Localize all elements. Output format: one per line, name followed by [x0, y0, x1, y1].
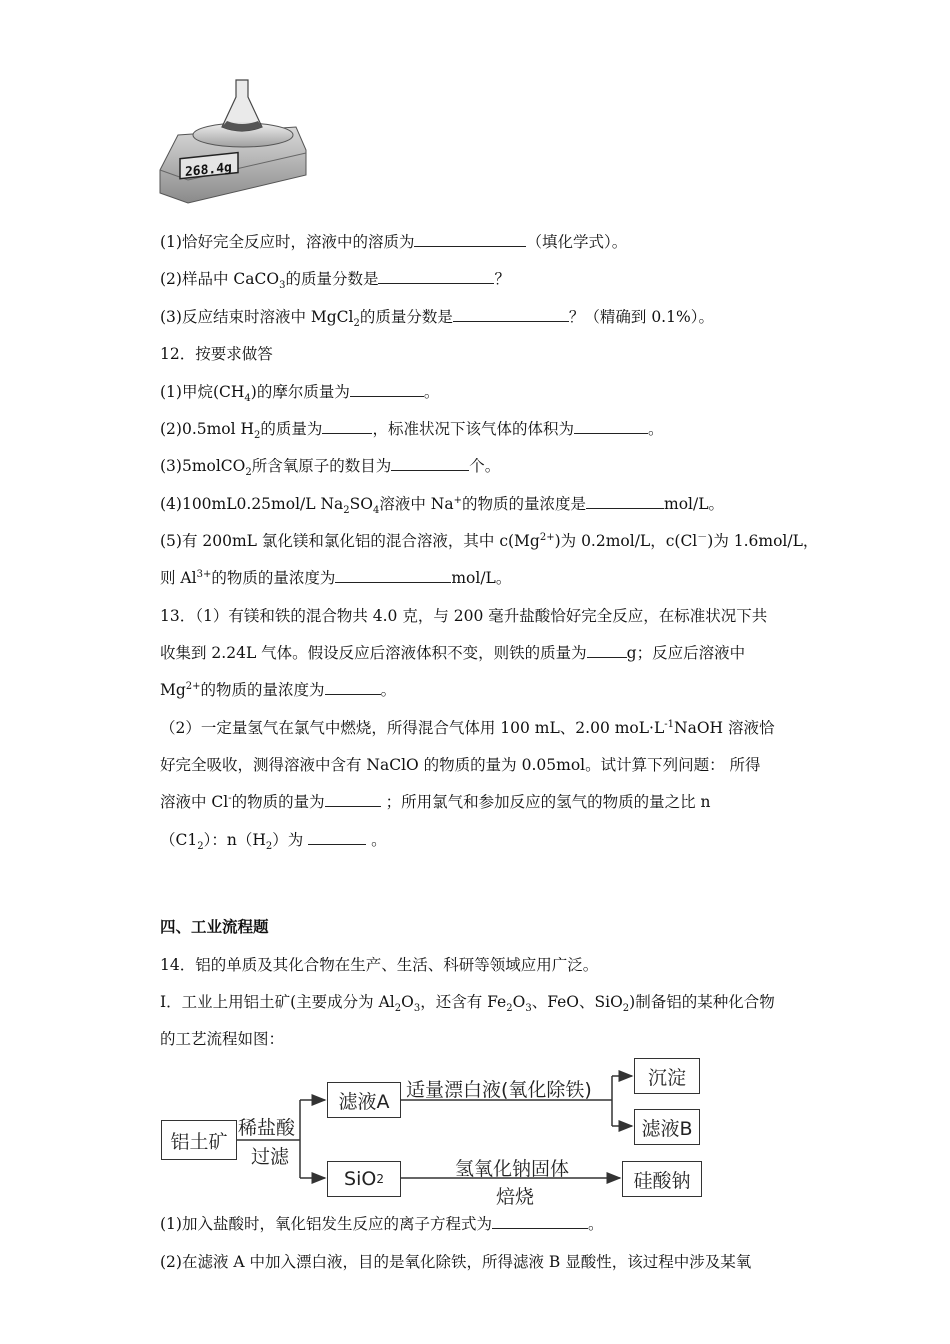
answer-blank[interactable] [492, 1214, 588, 1229]
q12-part3: (3)5molCO$_2$所含氧原子的数目为 个。 [160, 457, 501, 479]
q14-intro: 14．铝的单质及其化合物在生产、生活、科研等领域应用广泛。 [160, 956, 599, 974]
flow-label-roast: 焙烧 [496, 1186, 535, 1208]
answer-blank[interactable] [322, 419, 372, 434]
flow-node-precipitate: 沉淀 [634, 1058, 700, 1094]
flow-node-filtrate-a: 滤液A [327, 1082, 401, 1118]
q13-line4: （2）一定量氢气在氯气中燃烧，所得混合气体用 100 mL、2.00 $moL\cdot L^{-1}NaOH$ 溶液恰 [160, 718, 775, 737]
q13-line1: 13．（1）有镁和铁的混合物共 4.0 克，与 200 毫升盐酸恰好完全反应，在标准状况下共 [160, 607, 768, 625]
q13-line2: 收集到 2.24L 气体。假设反应后溶液体积不变，则铁的质量为 g；反应后溶液中 [160, 644, 746, 662]
flow-label-acid: 稀盐酸 [238, 1117, 296, 1139]
balance-readout: 268.4g [185, 160, 232, 181]
q14-part-I: I．工业上用铝土矿(主要成分为 $Al_2O_3$，还含有 $Fe_2O_3$、FeO、SiO$_2$)制备铝的某种化合物 [160, 993, 775, 1015]
flow-label-naoh: 氢氧化钠固体 [455, 1158, 570, 1180]
flow-node-filtrate-b: 滤液B [634, 1109, 700, 1145]
answer-blank[interactable] [378, 269, 494, 284]
q13-line7: $(C1_2)$：$n(H_2)$为 。 [160, 831, 387, 853]
answer-blank[interactable] [414, 232, 526, 247]
q14-part2: (2)在滤液 A 中加入漂白液，目的是氧化除铁，所得滤液 B 显酸性，该过程中涉及某氧 [160, 1253, 752, 1271]
answer-blank[interactable] [453, 307, 569, 322]
q12-title: 12．按要求做答 [160, 345, 273, 363]
answer-blank[interactable] [308, 830, 366, 845]
flow-label-bleach: 适量漂白液(氧化除铁) [406, 1079, 592, 1101]
q12-part1: (1)甲烷$(CH_4)$的摩尔质量为 。 [160, 383, 440, 405]
q11-part1: (1)恰好完全反应时，溶液中的溶质为 （填化学式）。 [160, 233, 628, 251]
answer-blank[interactable] [335, 568, 451, 583]
answer-blank[interactable] [391, 456, 469, 471]
q12-part4: (4)100mL0.25mol/L $Na_2SO_4$溶液中 Na+的物质的量浓度是 mol/L。 [160, 494, 725, 517]
q12-part2: (2)0.5mol $H_2$的质量为 ，标准状况下该气体的体积为 。 [160, 420, 664, 442]
flow-node-ore: 铝土矿 [161, 1120, 237, 1160]
answer-blank[interactable] [325, 680, 381, 695]
section-title: 四、工业流程题 [160, 917, 269, 936]
q14-part1: (1)加入盐酸时，氧化铝发生反应的离子方程式为 。 [160, 1215, 604, 1233]
q12-part5: (5)有 200mL 氯化镁和氯化铝的混合溶液，其中 $c(Mg^{2+})$为 0.2mol/L，c(Cl－)为 1.6mol/L， [160, 531, 819, 550]
answer-blank[interactable] [350, 382, 424, 397]
answer-blank[interactable] [325, 792, 381, 807]
flow-node-sio2: SiO 2 [327, 1161, 401, 1197]
q12-part5-line2: 则 $Al^{3+}$的物质的量浓度为 mol/L。 [160, 568, 512, 587]
answer-blank[interactable] [574, 419, 648, 434]
q13-line3: $Mg^{2+}$的物质的量浓度为 。 [160, 680, 397, 699]
flow-label-filter: 过滤 [251, 1146, 290, 1168]
q11-part3: (3)反应结束时溶液中 MgCl$_2$的质量分数是 ？（精确到 0.1%）。 [160, 308, 714, 330]
answer-blank[interactable] [586, 494, 664, 509]
electronic-balance-image [158, 75, 308, 205]
q13-line5: 好完全吸收，测得溶液中含有 NaClO 的物质的量为 0.05mol。试计算下列问题： 所得 [160, 756, 761, 774]
answer-blank[interactable] [587, 643, 627, 658]
q14-part-I-line2: 的工艺流程如图： [160, 1030, 285, 1048]
q13-line6: 溶液中 Cl-的物质的量为 ；所用氯气和参加反应的氢气的物质的量之比 n [160, 792, 711, 811]
q11-part2: (2)样品中 CaCO$_3$的质量分数是 ？ [160, 270, 510, 292]
flow-node-silicate: 硅酸钠 [622, 1161, 702, 1197]
